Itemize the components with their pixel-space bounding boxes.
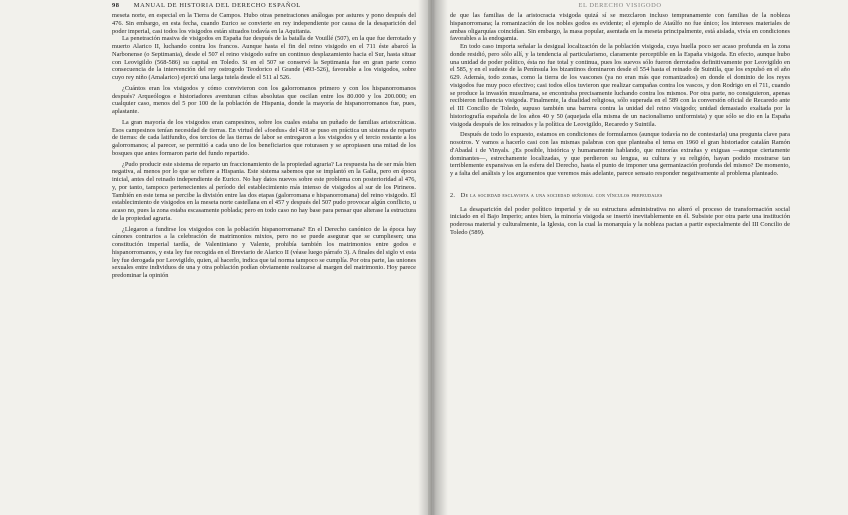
section-heading [450, 192, 790, 200]
paragraph: meseta norte, en especial en la Tierra de Campos. Hubo otras penetraciones análogas por astures y pono después del 476. Sin embargo, en esta fecha, cuando Eurico se convierte en rey independiente por causa de la desaparición del poder imperial, casi todos los visigodos están situados todavía en la Aquitania. [112, 12, 416, 35]
paragraph: Después de todo lo expuesto, estamos en condiciones de formularnos (aunque todavía no de contestarla) una pregunta clave para nosotros. Y vamos a hacerlo casi con las mismas palabras con que planteaba el tema en 1960 el gran historiador catalán Ramón d'Abadal i de Vinyals. ¿Es posible, histórica y humanamente hablando, que minorías extrañas y exiguas —aunque ciertamente dominantes—, estrechamente localizadas, y que perdieron su lengua, su cultura y su religión, hayan podido mostrarse tan terriblemente expansivas en la esfera del Derecho, hasta el punto de imponer una germanización profunda del mismo? De momento, y a falta del análisis y los argumentos que veremos más adelante, parece sensato responder negativamente al problema planteado. [450, 131, 790, 177]
paragraph: de que las familias de la aristocracia visigoda quizá sí se mezclaron incluso tempranamente con familias de la nobleza hispanorromana; la romanización de los nobles godos es evidente; el ejemplo de Ataúlfo no fue único; los intereses materiales de ambas oligarquías coincidían. Sin embargo, la masa popular, asentada en la meseta principalmente, está aislada, vivía en condiciones favorables a la endogamia. [450, 12, 790, 43]
book-gutter [418, 0, 448, 515]
left-running-head [112, 2, 416, 10]
right-running-title: EL DERECHO VISIGODO [578, 2, 662, 9]
paragraph: En todo caso importa señalar la desigual localización de la población visigoda, cuya huella poco ser acaso profunda en la zona donde residió, pero sólo allí, y la tendencia al particularismo, claramente perceptible en la España visigoda. En efecto, aunque hubo una unidad de poder político, ésta no fue total y continua, pues los suevos sólo fueron derrotados definitivamente por Leovigildo en el 585, y en el sudeste de la Península los bizantinos dominaron desde el 554 hasta el reinado de Suintila, que los expulsó en el año 629. Además, todo zonas, como la tierra de los vascones (ya no eran más que romanizados) en donde el dominio de los reyes visigodos fue muy poco efectivo; casi todos ellos tuvieron que realizar campañas contra los vascos, y don Rodrigo en el 711, cuando se produce la invasión musulmana, se encontraba precisamente luchando contra los mismos. Por otra parte, no consiguieron, apenas recibieron influencia visigoda. Finalmente, la dualidad religiosa, sólo superada en el 589 con la conversión oficial de Recaredo ante el III Concilio de Toledo, supuso también una barrera contra la unidad del reino visigodo; unidad demasiado exaltada por la historiografía española de los años 40 y 50 (aquejada ella misma de un nacionalismo uniformista) y que sólo se dio en la España visigoda después de los reinados y la política de Leovigildo, Recaredo y Suintila. [450, 43, 790, 128]
closing-paragraph: La desaparición del poder político imperial y de su estructura administrativa no alteró el proceso de transformación social iniciado en el Bajo Imperio; antes bien, la minoría visigoda se insertó inevitablemente en él. Subsiste por otra parte una institución poderosa material y culturalmente, la Iglesia, con la cual la monarquía y la nobleza pactan a partir especialmente del III Concilio de Toledo (589). [450, 205, 790, 236]
right-page [432, 0, 848, 515]
page-number: 98 [112, 2, 120, 9]
right-page-text [450, 12, 790, 178]
left-page-text [112, 12, 416, 280]
right-running-head [450, 2, 790, 10]
paragraph: ¿Cuántos eran los visigodos y cómo convivieron con los galorromanos primero y con los hispanorromanos después? Arqueólogos e historiadores aventuran cifras absolutas que oscilan entre los 80.000 y los 200.000; en cualquier caso, menos del 5 por 100 de la población de Hispania, donde la mayoría de hispanorromanos fue, pues, aplastante. [112, 84, 416, 115]
paragraph: La penetración masiva de visigodos en España fue después de la batalla de Vouillé (507), en la que fue derrotado y muerto Alarico II, luchando contra los francos. Aunque hasta el fin del reino visigodo en el 711 éste abarcó la Narbonense (o Septimania), desde el 507 el reino visigodo sufre un continuo desplazamiento hacia el Sur, hasta situar con Leovigildo (568-586) su capital en Toledo. Si en el 507 se conservó la Septimania fue en gran parte como consecuencia de la intervención del rey ostrogodo Teodorico el Grande (493-526), favorable a los visigodos, sobre cuyo rey niño (Amalarico) ejerció una larga tutela desde el 511 al 526. [112, 35, 416, 81]
left-running-title: MANUAL DE HISTORIA DEL DERECHO ESPAÑOL [133, 2, 301, 9]
paragraph: ¿Pudo producir este sistema de reparto un fraccionamiento de la propiedad agraria? La respuesta ha de ser más bien negativa, al menos por lo que se refiere a Hispania. Este sistema sabemos que se implantó en la Galia, pero en época inicial, antes del reinado independiente de Eurico. No hay datos nuevos sobre este problema con posterioridad al 476, y, por tanto, tampoco pertenecientes al período del establecimiento más intenso de visigodos al sur de los Pirineos. También en este tema se percibe la división entre las dos etapas (galorromana e hispanorromana) del reino visigodo. El establecimiento de visigodos en la meseta norte castellana en el 457 y después del 507 pudo provocar algún conflicto, u acaso no, pues la zona estaba escasamente poblada; pero en todo caso no hay base para pensar que alterase la estructura de la propiedad agraria. [112, 160, 416, 222]
section-number: 2. [450, 191, 456, 199]
section-body [450, 206, 790, 237]
paragraph: La gran mayoría de los visigodos eran campesinos, sobre los cuales estaba un puñado de familias aristocráticas. Esos campesinos tenían necesidad de tierras. En virtud del «foedus» del 418 se puso en práctica un sistema de reparto de tierras: de cada latifundio, dos tercios de las tierras de labor se entregaron a los visigodos y el tercio restante a los galorromanos; al parecer, se permitió a cada uno de los beneficiarios que roturasen y se apropiasen una mitad de los bosques que antes formaron parte del fundo repartido. [112, 118, 416, 157]
paragraph: ¿Llegaron a fundirse los visigodos con la población hispanorromana? En el Derecho canónico de la época hay cánones contrarios a la celebración de matrimonios mixtos, pero no se puede asegurar que se cumpliesen; una constitución imperial tardía, de Valentiniano y Valente, prohibía también los matrimonios entre godos e hispanorromanos, y esta ley fue recogida en el Breviario de Alarico II (véase luego párrafo 3). A finales del siglo vi esta ley fue derogada por Leovigildo, quien, al hacerlo, indica que tal norma tampoco se cumplía. Por otra parte, las uniones sexuales entre individuos de una y otra población podían obviamente realizarse al margen del matrimonio. Hoy parece predominar la opinión [112, 225, 416, 279]
section-title: De la sociedad esclavista a una sociedad señorial con vínculos prefeudales [460, 191, 663, 199]
